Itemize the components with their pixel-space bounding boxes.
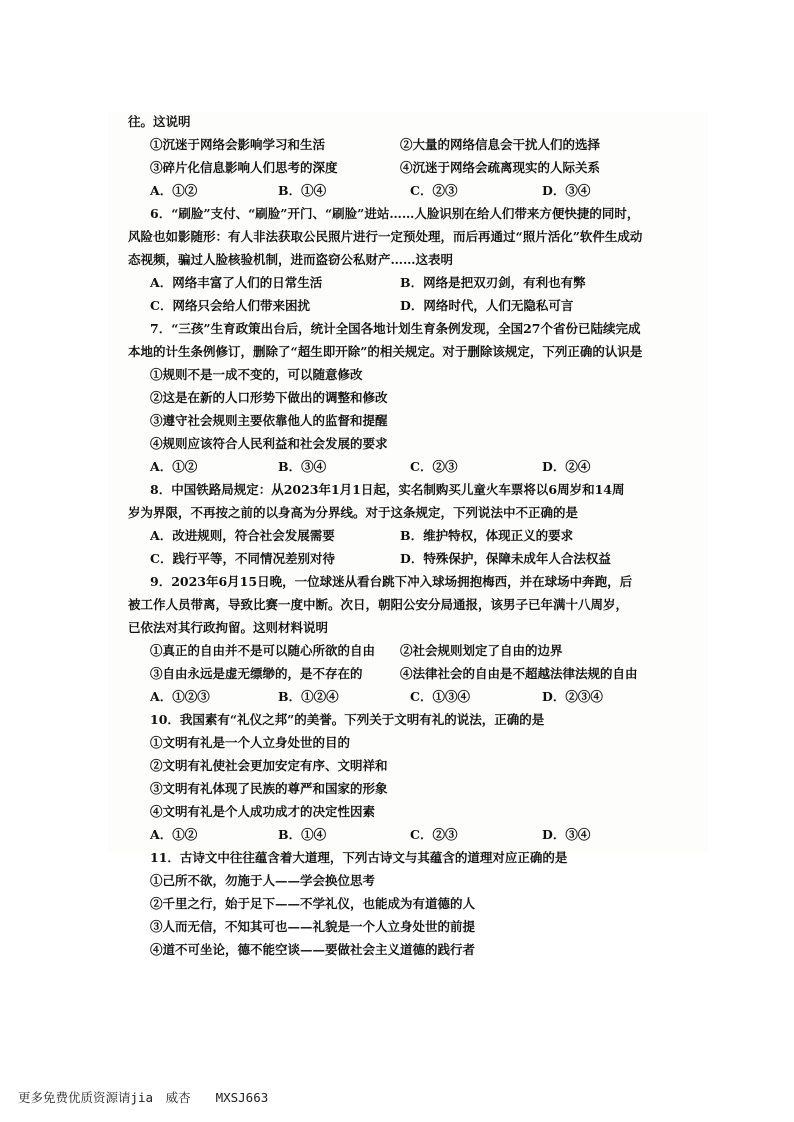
q5-choice-d[interactable]: D．③④ — [542, 183, 591, 198]
q8-choice-a[interactable]: A．改进规则，符合社会发展需要 — [150, 528, 335, 543]
intro-line: 往。这说明 — [128, 114, 191, 129]
q5-choices — [128, 179, 688, 202]
q9-option-4: ④法律社会的自由是不超越法律法规的自由 — [400, 666, 638, 681]
q9-stem-1: 9．2023年6月15日晚，一位球迷从看台跳下冲入球场拥抱梅西，并在球场中奔跑，后 — [150, 574, 633, 589]
q6-choice-c[interactable]: C．网络只会给人们带来困扰 — [150, 298, 310, 313]
q5-option-1: ①沉迷于网络会影响学习和生活 — [150, 137, 326, 152]
q7-choice-a[interactable]: A．①② — [150, 459, 198, 474]
q5-choice-a[interactable]: A．①② — [150, 183, 198, 198]
q9-option-2: ②社会规则划定了自由的边界 — [400, 643, 563, 658]
q6-choice-d[interactable]: D．网络时代，人们无隐私可言 — [400, 298, 574, 313]
q6-choices-row2 — [128, 294, 688, 317]
q7-choice-c[interactable]: C．②③ — [410, 459, 458, 474]
q10-stem: 10．我国素有“礼仪之邦”的美誉。下列关于文明有礼的说法，正确的是 — [150, 712, 545, 727]
q11-option-3: ③人而无信，不知其可也——礼貌是一个人立身处世的前提 — [150, 919, 476, 934]
footer-watermark: 更多免费优质资源请jia 威杏 MXSJ663 — [18, 1090, 269, 1105]
q8-choices-row1 — [128, 524, 688, 547]
q10-choice-d[interactable]: D．③④ — [542, 827, 591, 842]
q5-option-4: ④沉迷于网络会疏离现实的人际关系 — [400, 160, 601, 175]
q5-option-3: ③碎片化信息影响人们思考的深度 — [150, 160, 338, 175]
q10-choice-c[interactable]: C．②③ — [410, 827, 458, 842]
q5-options-row2 — [128, 156, 688, 179]
q9-option-1: ①真正的自由并不是可以随心所欲的自由 — [150, 643, 376, 658]
q8-stem-2: 岁为界限，不再按之前的以身高为分界线。对于这条规定，下列说法中不正确的是 — [128, 505, 579, 520]
q8-choices-row2 — [128, 547, 688, 570]
q7-option-1: ①规则不是一成不变的，可以随意修改 — [150, 367, 363, 382]
q9-choice-c[interactable]: C．①③④ — [410, 689, 470, 704]
q10-choice-b[interactable]: B．①④ — [278, 827, 327, 842]
q9-options-row1 — [128, 639, 688, 662]
q5-choice-b[interactable]: B．①④ — [278, 183, 327, 198]
q8-stem-1: 8．中国铁路局规定：从2023年1月1日起，实名制购买儿童火车票将以6周岁和14周 — [150, 482, 625, 497]
q7-option-3: ③遵守社会规则主要依靠他人的监督和提醒 — [150, 413, 388, 428]
q10-option-1: ①文明有礼是一个人立身处世的目的 — [150, 735, 351, 750]
q6-choice-a[interactable]: A．网络丰富了人们的日常生活 — [150, 275, 323, 290]
q7-option-4: ④规则应该符合人民利益和社会发展的要求 — [150, 436, 388, 451]
q5-option-2: ②大量的网络信息会干扰人们的选择 — [400, 137, 601, 152]
q11-option-2: ②千里之行，始于足下——不学礼仪，也能成为有道德的人 — [150, 896, 476, 911]
q7-option-2: ②这是在新的人口形势下做出的调整和修改 — [150, 390, 388, 405]
q6-stem-2: 风险也如影随形：有人非法获取公民照片进行一定预处理，而后再通过“照片活化”软件生成动 — [128, 229, 643, 244]
q5-options-row1 — [128, 133, 688, 156]
q11-option-1: ①己所不欲，勿施于人——学会换位思考 — [150, 873, 376, 888]
q9-choice-d[interactable]: D．②③④ — [542, 689, 603, 704]
q5-choice-c[interactable]: C．②③ — [410, 183, 458, 198]
q9-stem-2: 被工作人员带离，导致比赛一度中断。次日，朝阳公安分局通报，该男子已年满十八周岁， — [128, 597, 629, 612]
q11-option-4: ④道不可坐论，德不能空谈——要做社会主义道德的践行者 — [150, 942, 476, 957]
q9-choice-b[interactable]: B．①②④ — [278, 689, 339, 704]
q9-options-row2 — [128, 662, 688, 685]
q7-stem-2: 本地的计生条例修订，删除了“超生即开除”的相关规定。对于删除该规定，下列正确的认识是 — [128, 344, 643, 359]
q10-choices — [128, 823, 688, 846]
exam-content — [128, 110, 688, 961]
q10-option-3: ③文明有礼体现了民族的尊严和国家的形象 — [150, 781, 388, 796]
q9-choices — [128, 685, 688, 708]
q6-stem-1: 6．“刷脸”支付、“刷脸”开门、“刷脸”进站……人脸识别在给人们带来方便快捷的同时， — [150, 206, 640, 221]
q8-choice-b[interactable]: B．维护特权，体现正义的要求 — [400, 528, 574, 543]
q6-stem-3: 态视频，骗过人脸核验机制，进而盗窃公私财产……这表明 — [128, 252, 454, 267]
q9-stem-3: 已依法对其行政拘留。这则材料说明 — [128, 620, 329, 635]
q7-choice-d[interactable]: D．②④ — [542, 459, 591, 474]
q11-stem: 11．古诗文中往往蕴含着大道理，下列古诗文与其蕴含的道理对应正确的是 — [150, 850, 568, 865]
q9-option-3: ③自由永远是虚无缥缈的，是不存在的 — [150, 666, 363, 681]
q7-choice-b[interactable]: B．③④ — [278, 459, 327, 474]
q6-choice-b[interactable]: B．网络是把双刃剑，有利也有弊 — [400, 275, 586, 290]
q10-option-4: ④文明有礼是个人成功成才的决定性因素 — [150, 804, 376, 819]
q8-choice-c[interactable]: C．践行平等，不同情况差别对待 — [150, 551, 335, 566]
q7-stem-1: 7．“三孩”生育政策出台后，统计全国各地计划生育条例发现，全国27个省份已陆续完成 — [150, 321, 641, 336]
q10-choice-a[interactable]: A．①② — [150, 827, 198, 842]
q6-choices-row1 — [128, 271, 688, 294]
q7-choices — [128, 455, 688, 478]
q9-choice-a[interactable]: A．①②③ — [150, 689, 210, 704]
q8-choice-d[interactable]: D．特殊保护，保障未成年人合法权益 — [400, 551, 611, 566]
q10-option-2: ②文明有礼使社会更加安定有序、文明祥和 — [150, 758, 388, 773]
